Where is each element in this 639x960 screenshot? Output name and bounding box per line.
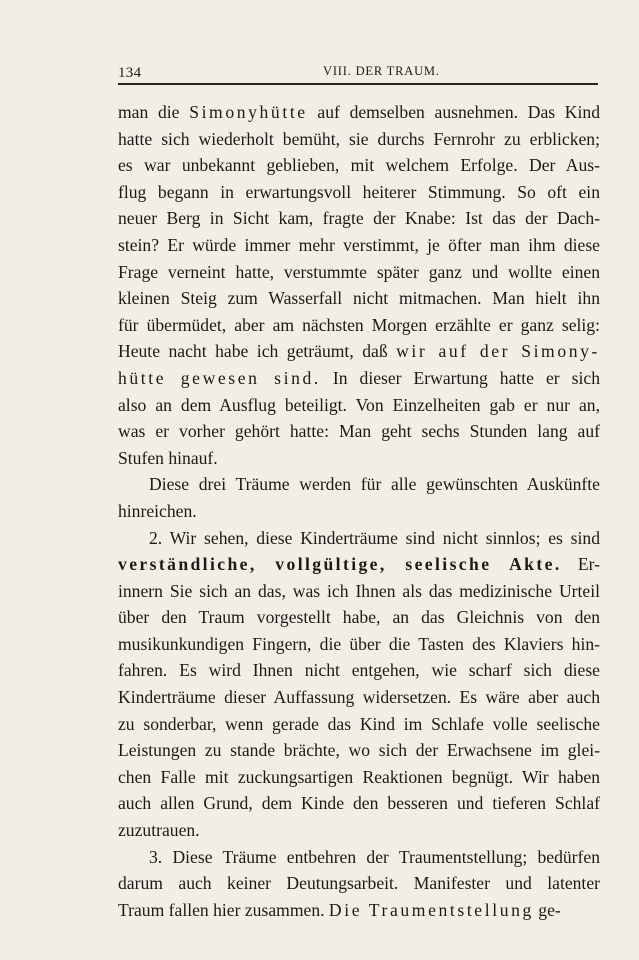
text-segment: also an dem Ausflug beteiligt. Von Einzelheiten gab er nur an,	[118, 394, 600, 415]
text-line	[118, 418, 600, 445]
text-segment: es war unbekannt geblieben, mit welchem Erfolge. Der Aus-	[118, 155, 600, 176]
emphasized-text: Simonyhütte	[189, 102, 308, 122]
text-segment: Er-	[561, 554, 600, 575]
text-line	[118, 365, 600, 392]
text-segment: für übermüdet, aber am nächsten Morgen erzählte er ganz selig:	[118, 314, 600, 335]
text-segment: darum auch keiner Deutungsarbeit. Manifester und latenter	[118, 873, 600, 894]
text-line	[118, 870, 600, 897]
text-segment: neuer Berg in Sicht kam, fragte der Knabe: Ist das der Dach-	[118, 208, 600, 229]
text-line	[118, 817, 600, 844]
text-segment: ge-	[533, 899, 561, 920]
text-line	[118, 205, 600, 232]
text-line	[118, 790, 600, 817]
text-line	[118, 764, 600, 791]
text-line	[118, 711, 600, 738]
text-line	[118, 99, 600, 126]
emphasized-text: Die Traumentstellung	[328, 899, 534, 920]
text-segment: fahren. Es wird Ihnen nicht entgehen, wie scharf sich diese	[118, 660, 600, 681]
text-line	[118, 312, 600, 339]
text-line	[118, 525, 600, 552]
text-line	[118, 578, 600, 605]
text-segment: zuzutrauen.	[118, 820, 200, 841]
running-head: VIII. DER TRAUM.	[323, 64, 440, 78]
text-line	[118, 604, 600, 631]
text-line	[118, 338, 600, 365]
header-rule	[118, 83, 598, 85]
emphasized-text: hütte gewesen sind.	[118, 367, 321, 388]
text-segment: was er vorher gehört hatte: Man geht sechs Stunden lang auf	[118, 421, 600, 442]
text-segment: hatte sich wiederholt bemüht, sie durchs Fernrohr zu erblicken;	[118, 128, 600, 149]
paragraph	[118, 471, 600, 524]
text-line	[118, 232, 600, 259]
text-segment: über den Traum vorgestellt habe, an das Gleichnis von den	[118, 607, 600, 628]
text-segment: 3. Diese Träume entbehren der Traumentstellung; bedürfen	[149, 846, 600, 867]
text-segment: zu sonderbar, wenn gerade das Kind im Schlafe volle seelische	[118, 713, 600, 734]
text-line	[118, 737, 600, 764]
text-segment: Diese drei Träume werden für alle gewünschten Auskünfte	[149, 474, 600, 495]
text-line	[118, 897, 600, 924]
text-line	[118, 445, 600, 472]
text-line	[118, 285, 600, 312]
text-line	[118, 631, 600, 658]
text-segment: innern Sie sich an das, was ich Ihnen als das medizinische Urteil	[118, 580, 600, 601]
text-segment: man die	[118, 102, 190, 122]
text-segment: chen Falle mit zuckungsartigen Reaktionen begnügt. Wir haben	[118, 766, 600, 787]
text-line	[118, 152, 600, 179]
page-number: 134	[118, 65, 142, 81]
text-line	[118, 392, 600, 419]
text-line	[118, 684, 600, 711]
text-segment: Leistungen zu stande brächte, wo sich der Erwachsene im glei-	[118, 740, 600, 761]
text-segment: flug begann in erwartungsvoll heiterer Stimmung. So oft ein	[118, 181, 600, 202]
text-segment: Heute nacht habe ich geträumt, daß	[118, 341, 397, 362]
emphasized-text: wir auf der Simony-	[396, 341, 600, 362]
text-line	[118, 844, 600, 871]
text-segment: hinreichen.	[118, 500, 197, 521]
text-segment: auch allen Grund, dem Kinde den besseren und tieferen Schlaf	[118, 793, 600, 814]
text-segment: musikunkundigen Fingern, die über die Tasten des Klaviers hin-	[118, 633, 600, 654]
paragraph	[118, 99, 600, 471]
body-text	[118, 99, 600, 923]
page-header	[118, 62, 598, 84]
text-segment: Traum fallen hier zusammen.	[118, 899, 329, 920]
text-segment: kleinen Steig zum Wasserfall nicht mitmachen. Man hielt ihn	[118, 288, 600, 309]
text-line	[118, 126, 600, 153]
paragraph	[118, 525, 600, 844]
text-segment: stein? Er würde immer mehr verstimmt, je öfter man ihm diese	[118, 234, 600, 255]
text-line	[118, 471, 600, 498]
text-line	[118, 259, 600, 286]
text-segment: In dieser Erwartung hatte er sich	[320, 367, 600, 388]
text-line	[118, 179, 600, 206]
text-line	[118, 498, 600, 525]
text-segment: Stufen hinauf.	[118, 447, 218, 468]
text-line	[118, 657, 600, 684]
text-segment: Frage verneint hatte, verstummte später ganz und wollte einen	[118, 261, 600, 282]
text-line	[118, 551, 600, 578]
paragraph	[118, 844, 600, 924]
emphasized-text: verständliche, vollgültige, seelische Akte.	[118, 554, 562, 575]
text-segment: 2. Wir sehen, diese Kinderträume sind nicht sinnlos; es sind	[149, 527, 600, 548]
text-segment: auf demselben ausnehmen. Das Kind	[307, 102, 600, 122]
text-segment: Kinderträume dieser Auffassung widersetzen. Es wäre aber auch	[118, 687, 600, 708]
